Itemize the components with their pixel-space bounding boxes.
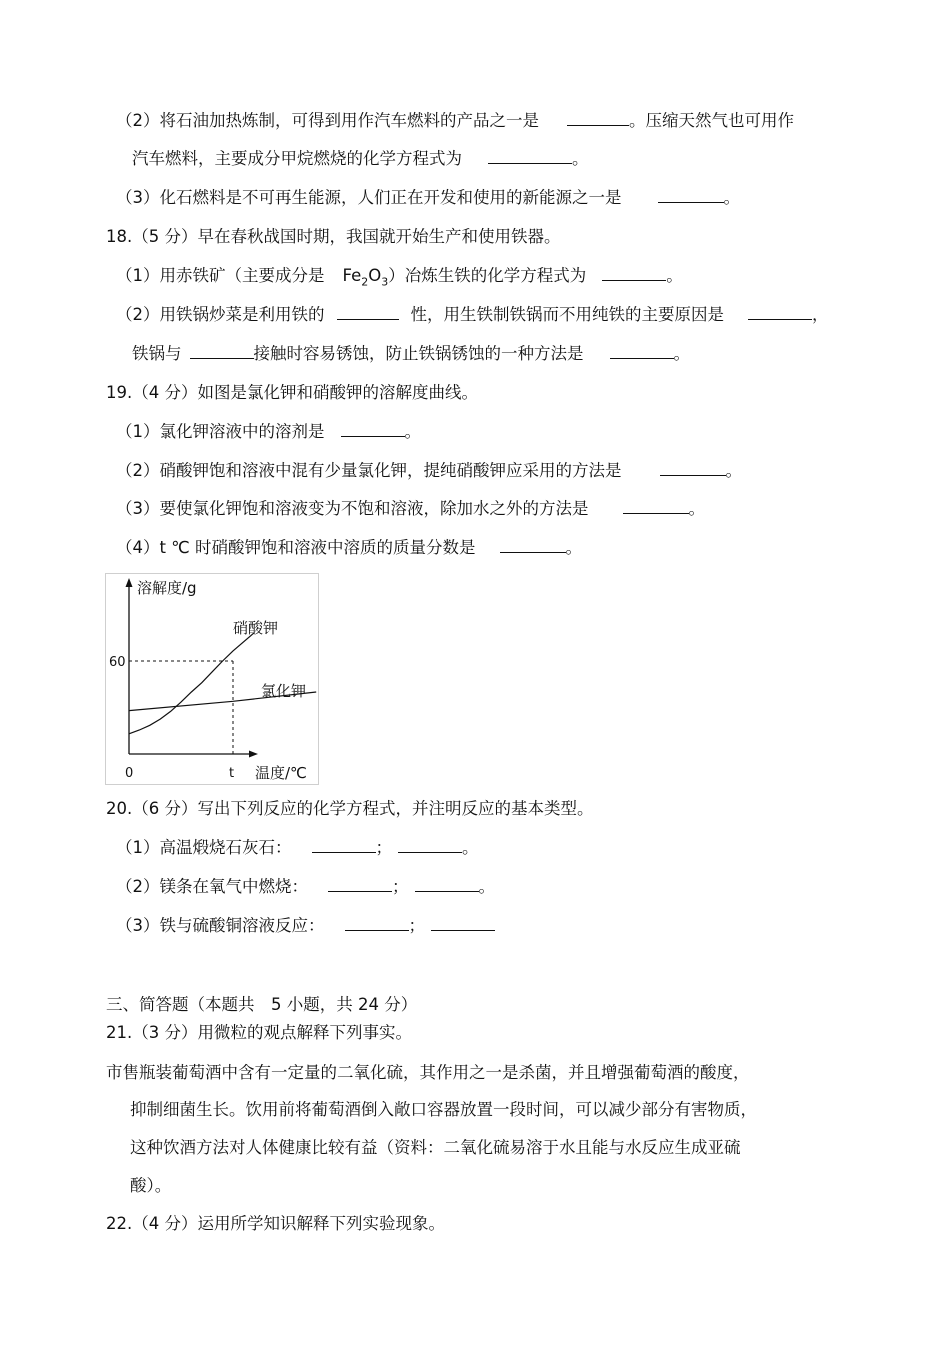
punct: 。: [723, 188, 740, 207]
answer-blank[interactable]: [748, 305, 812, 320]
q18-heading: 18.（5 分）早在春秋战国时期，我国就开始生产和使用铁器。: [106, 227, 561, 246]
q21-heading: 21.（3 分）用微粒的观点解释下列事实。: [106, 1023, 412, 1042]
x-axis-arrow: [249, 751, 258, 758]
punct: 。: [462, 838, 479, 857]
q19-4-line: [116, 537, 582, 559]
punct: 。: [673, 344, 690, 363]
y-axis-arrow: [126, 578, 133, 587]
answer-blank[interactable]: [623, 499, 689, 514]
q19-3-text: （3）要使氯化钾饱和溶液变为不饱和溶液，除加水之外的方法是: [116, 499, 589, 518]
q17-2-text2: 汽车燃料，主要成分甲烷燃烧的化学方程式为: [132, 149, 462, 168]
q21-paragraph-line1: 市售瓶装葡萄酒中含有一定量的二氧化硫，其作用之一是杀菌，并且增强葡萄酒的酸度，: [106, 1063, 750, 1082]
punct: ，: [812, 305, 829, 324]
formula-sub: 2: [361, 275, 369, 289]
punct: 。: [478, 877, 495, 896]
punct: 。: [688, 499, 705, 518]
punct: ；: [392, 877, 409, 896]
q17-2-text: （2）将石油加热炼制，可得到用作汽车燃料的产品之一是: [116, 111, 539, 130]
q18-2-text: （2）用铁锅炒菜是利用铁的: [116, 305, 325, 324]
punct: ；: [375, 838, 392, 857]
q20-1-text: （1）高温煅烧石灰石：: [116, 838, 292, 857]
q19-heading: 19.（4 分）如图是氯化钾和硝酸钾的溶解度曲线。: [106, 383, 478, 402]
q17-2-line1: [116, 110, 794, 132]
q19-1-text: （1）氯化钾溶液中的溶剂是: [116, 422, 325, 441]
answer-blank[interactable]: [341, 422, 405, 437]
q20-3-line: [116, 915, 495, 937]
answer-blank[interactable]: [190, 344, 254, 359]
solubility-chart: [105, 573, 319, 785]
q19-2-text: （2）硝酸钾饱和溶液中混有少量氯化钾，提纯硝酸钾应采用的方法是: [116, 461, 622, 480]
answer-blank[interactable]: [610, 344, 674, 359]
q18-2-text3: 接触时容易锈蚀，防止铁锅锈蚀的一种方法是: [253, 344, 584, 363]
q20-3-text: （3）铁与硫酸铜溶液反应：: [116, 916, 325, 935]
answer-blank[interactable]: [415, 877, 479, 892]
series-label-kno3: 硝酸钾: [233, 619, 279, 637]
q21-paragraph-line3: 这种饮酒方法对人体健康比较有益（资料：二氧化硫易溶于水且能与水反应生成亚硫: [130, 1138, 741, 1157]
q18-1-line: [116, 265, 683, 293]
series-line-kno3: [129, 633, 254, 734]
q19-2-line: [116, 460, 742, 482]
q19-1-line: [116, 421, 421, 443]
answer-blank[interactable]: [567, 111, 629, 126]
punct: ；: [408, 916, 425, 935]
punct: 。: [725, 461, 742, 480]
q19-4-text: （4）t ℃ 时硝酸钾饱和溶液中溶质的质量分数是: [116, 538, 476, 557]
punct: 。: [572, 149, 589, 168]
formula-o: O: [368, 266, 382, 285]
q18-1-text: （1）用赤铁矿（主要成分是: [116, 266, 325, 285]
answer-blank[interactable]: [337, 305, 399, 320]
q17-3-line: [116, 187, 740, 209]
solubility-chart-svg: [106, 574, 318, 784]
q20-heading: 20.（6 分）写出下列反应的化学方程式，并注明反应的基本类型。: [106, 799, 594, 818]
y-axis-label: 溶解度/g: [137, 579, 197, 597]
answer-blank[interactable]: [658, 188, 724, 203]
answer-blank[interactable]: [660, 461, 726, 476]
section-3-heading: 三、简答题（本题共 5 小题，共 24 分）: [106, 995, 418, 1014]
q21-paragraph-line2: 抑制细菌生长。饮用前将葡萄酒倒入敞口容器放置一段时间，可以减少部分有害物质，: [130, 1100, 757, 1119]
x-marker-label: t: [229, 766, 235, 781]
q18-2-text-cont: 性，用生铁制铁锅而不用纯铁的主要原因是: [410, 305, 724, 324]
q18-1-text-cont: ）冶炼生铁的化学方程式为: [388, 266, 587, 285]
q20-2-line: [116, 876, 495, 898]
answer-blank[interactable]: [488, 149, 572, 164]
answer-blank[interactable]: [500, 538, 566, 553]
punct: 。: [565, 538, 582, 557]
q19-3-line: [116, 498, 705, 520]
q17-2-text-cont: 。压缩天然气也可用作: [629, 111, 794, 130]
formula-fe: Fe: [342, 266, 362, 285]
answer-blank[interactable]: [328, 877, 392, 892]
punct: 。: [666, 266, 683, 285]
q18-2-text2: 铁锅与: [132, 344, 182, 363]
q22-heading: 22.（4 分）运用所学知识解释下列实验现象。: [106, 1214, 445, 1233]
answer-blank[interactable]: [398, 838, 462, 853]
q18-2-line1: [116, 304, 829, 326]
origin-label: 0: [125, 766, 134, 781]
q17-3-text: （3）化石燃料是不可再生能源，人们正在开发和使用的新能源之一是: [116, 188, 622, 207]
series-label-kcl: 氯化钾: [261, 682, 307, 700]
q18-2-line2: [132, 343, 690, 365]
y-marker-label: 60: [109, 655, 126, 670]
answer-blank[interactable]: [602, 266, 666, 281]
answer-blank[interactable]: [312, 838, 376, 853]
answer-blank[interactable]: [431, 916, 495, 931]
x-axis-label: 温度/℃: [255, 764, 307, 782]
formula-sub: 3: [381, 275, 389, 289]
q20-1-line: [116, 837, 479, 859]
q20-2-text: （2）镁条在氧气中燃烧：: [116, 877, 308, 896]
q21-paragraph-line4: 酸）。: [130, 1176, 172, 1195]
q17-2-line2: [132, 148, 589, 170]
punct: 。: [404, 422, 421, 441]
answer-blank[interactable]: [345, 916, 409, 931]
